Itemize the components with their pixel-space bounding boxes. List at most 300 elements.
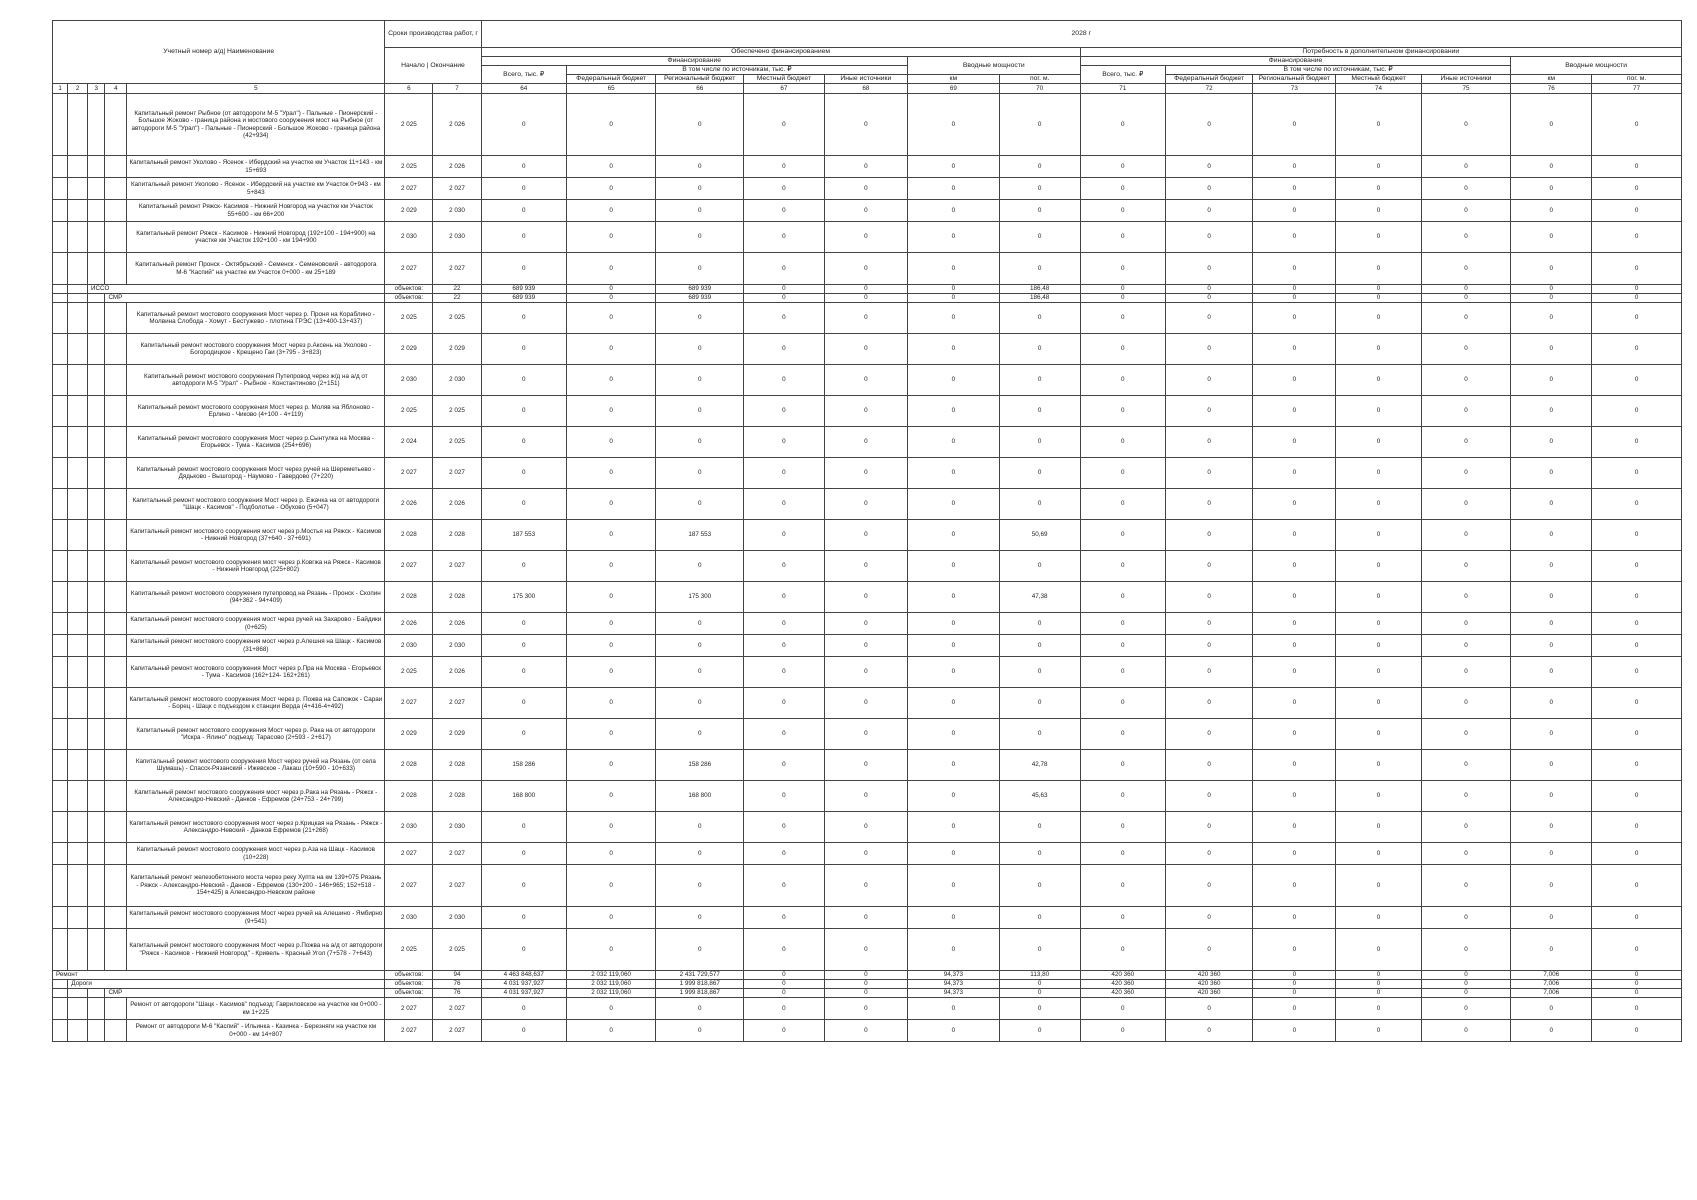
value-cell: 0 [656,929,743,971]
header-by-sources-additional: В том числе по источникам, тыс. ₽ [1165,66,1510,75]
value-cell: 0 [1421,613,1511,635]
tree-indent-cell [87,156,104,178]
value-cell: 0 [743,688,824,719]
object-name-cell: Капитальный ремонт Уколово - Ясенок - Ибердский на участке км Участок 0+943 - км 5+843 [127,178,385,200]
tree-indent-cell [87,613,104,635]
value-cell: 0 [743,551,824,582]
group-row [53,971,1682,980]
value-cell: 0 [1080,222,1165,253]
value-cell: 0 [907,178,999,200]
value-cell: 0 [999,178,1080,200]
object-name-cell: Капитальный ремонт мостового сооружения Мост через р. Рака на от автодороги "Искра - Ялино" подъезд: Тарасово (2+593 - 2+617) [127,719,385,750]
value-cell: 0 [566,929,656,971]
tree-indent-cell [53,156,68,178]
tree-indent-cell [105,94,127,156]
column-number: 76 [1511,84,1592,94]
value-cell: 0 [1336,156,1421,178]
group-row [53,285,1682,294]
value-cell: 0 [1253,303,1336,334]
value-cell: 0 [1165,750,1252,781]
value-cell: 0 [1592,427,1682,458]
tree-indent-cell [105,719,127,750]
start-year-cell: 2 025 [385,929,433,971]
value-cell: 0 [824,971,907,980]
value-cell: 0 [1592,285,1682,294]
start-year-cell: 2 028 [385,781,433,812]
value-cell: 420 360 [1080,971,1165,980]
value-cell: 0 [1253,334,1336,365]
tree-indent-cell [68,156,88,178]
value-cell: 0 [999,980,1080,989]
value-cell: 0 [1080,458,1165,489]
tree-indent-cell [53,285,68,294]
value-cell: 0 [907,303,999,334]
column-number: 2 [68,84,88,94]
objects-count-cell: 76 [433,980,481,989]
value-cell: 0 [824,998,907,1020]
value-cell: 0 [1336,489,1421,520]
end-year-cell: 2 026 [433,94,481,156]
value-cell: 0 [1511,907,1592,929]
tree-indent-cell [105,551,127,582]
tree-indent-cell [105,865,127,907]
tree-indent-cell [68,907,88,929]
value-cell: 0 [999,1020,1080,1042]
start-year-cell: 2 027 [385,865,433,907]
value-cell: 0 [1511,253,1592,285]
value-cell: 0 [1165,929,1252,971]
value-cell: 0 [481,812,566,843]
value-cell: 689 939 [656,285,743,294]
value-cell: 0 [1253,812,1336,843]
value-cell: 0 [481,657,566,688]
column-number: 71 [1080,84,1165,94]
table-row [53,635,1682,657]
value-cell: 0 [1421,843,1511,865]
value-cell: 2 032 119,060 [566,980,656,989]
start-year-cell: 2 027 [385,843,433,865]
value-cell: 0 [999,222,1080,253]
value-cell: 0 [1253,582,1336,613]
end-year-cell: 2 025 [433,929,481,971]
value-cell: 0 [656,719,743,750]
tree-indent-cell [68,334,88,365]
end-year-cell: 2 030 [433,365,481,396]
tree-indent-cell [87,200,104,222]
value-cell: 0 [1080,582,1165,613]
value-cell: 0 [1511,843,1592,865]
value-cell: 0 [1165,458,1252,489]
objects-label-cell: объектов: [385,294,433,303]
column-number: 4 [105,84,127,94]
value-cell: 0 [566,200,656,222]
value-cell: 0 [566,156,656,178]
value-cell: 0 [1336,582,1421,613]
tree-indent-cell [68,396,88,427]
end-year-cell: 2 027 [433,865,481,907]
value-cell: 0 [824,427,907,458]
value-cell: 0 [743,1020,824,1042]
value-cell: 0 [999,812,1080,843]
value-cell: 0 [1511,285,1592,294]
object-name-cell: Капитальный ремонт мостового сооружения мост через р.Ковгжа на Ряжск - Касимов - Нижний Новгород (225+802) [127,551,385,582]
value-cell: 0 [1336,520,1421,551]
tree-indent-cell [53,294,68,303]
value-cell: 0 [1421,489,1511,520]
value-cell: 0 [1511,582,1592,613]
objects-label-cell: объектов: [385,989,433,998]
value-cell: 0 [1421,285,1511,294]
value-cell: 0 [566,750,656,781]
group-row [53,294,1682,303]
value-cell: 0 [1421,222,1511,253]
value-cell: 0 [656,94,743,156]
value-cell: 0 [999,657,1080,688]
start-year-cell: 2 027 [385,458,433,489]
value-cell: 0 [1511,303,1592,334]
tree-indent-cell [87,334,104,365]
value-cell: 0 [824,489,907,520]
value-cell: 0 [1592,812,1682,843]
start-year-cell: 2 030 [385,812,433,843]
tree-indent-cell [87,551,104,582]
value-cell: 0 [1592,365,1682,396]
value-cell: 0 [566,812,656,843]
value-cell: 0 [743,907,824,929]
value-cell: 0 [1080,334,1165,365]
value-cell: 0 [1336,688,1421,719]
value-cell: 0 [1336,427,1421,458]
value-cell: 0 [999,458,1080,489]
value-cell: 0 [824,222,907,253]
value-cell: 0 [481,719,566,750]
value-cell: 0 [566,613,656,635]
value-cell: 0 [1080,285,1165,294]
value-cell: 0 [907,334,999,365]
tree-indent-cell [105,812,127,843]
value-cell: 0 [743,458,824,489]
value-cell: 0 [999,998,1080,1020]
value-cell: 0 [566,551,656,582]
tree-indent-cell [105,750,127,781]
value-cell: 0 [999,427,1080,458]
value-cell: 0 [656,156,743,178]
tree-indent-cell [68,253,88,285]
value-cell: 45,63 [999,781,1080,812]
value-cell: 0 [907,998,999,1020]
value-cell: 0 [907,222,999,253]
value-cell: 0 [907,907,999,929]
value-cell: 0 [999,334,1080,365]
tree-indent-cell [68,843,88,865]
value-cell: 0 [743,253,824,285]
object-name-cell: Капитальный ремонт мостового сооружения мост через р.Рака на Рязань - Ряжск - Александро-Невский - Данков - Ефремов (24+753 - 24+799) [127,781,385,812]
end-year-cell: 2 030 [433,812,481,843]
value-cell: 0 [656,635,743,657]
table-row [53,613,1682,635]
table-body [53,94,1682,1042]
value-cell: 0 [1421,657,1511,688]
value-cell: 0 [743,989,824,998]
value-cell: 47,38 [999,582,1080,613]
end-year-cell: 2 027 [433,1020,481,1042]
header-capacity-additional: Вводные мощности [1511,57,1682,75]
value-cell: 0 [566,458,656,489]
end-year-cell: 2 030 [433,200,481,222]
table-row [53,178,1682,200]
tree-indent-cell [105,334,127,365]
value-cell: 0 [743,334,824,365]
object-name-cell: Капитальный ремонт мостового сооружения Мост через ручей на Рязань (от села Шумашь) - Спасск-Рязанский - Ижевское - Лакаш (10+590 - 10+633) [127,750,385,781]
value-cell: 420 360 [1080,989,1165,998]
objects-count-cell: 94 [433,971,481,980]
financing-table [52,20,1682,1042]
value-cell: 0 [1080,520,1165,551]
header-km: км [1511,75,1592,84]
header-federal: Федеральный бюджет [566,75,656,84]
value-cell: 0 [1080,1020,1165,1042]
value-cell: 0 [1511,1020,1592,1042]
value-cell: 0 [1421,94,1511,156]
tree-indent-cell [87,688,104,719]
start-year-cell: 2 029 [385,334,433,365]
value-cell: 0 [1253,865,1336,907]
tree-indent-cell [68,178,88,200]
value-cell: 0 [1592,582,1682,613]
value-cell: 94,373 [907,989,999,998]
value-cell: 0 [1511,200,1592,222]
value-cell: 0 [1336,907,1421,929]
start-year-cell: 2 028 [385,750,433,781]
value-cell: 158 286 [481,750,566,781]
object-name-cell: Капитальный ремонт мостового сооружения Мост через р. Проня на Кораблино - Молвина Слобода - Хомут - Бестужево - плотина ГРЭС (13+400-13+437) [127,303,385,334]
value-cell: 2 032 119,060 [566,989,656,998]
value-cell: 0 [1421,812,1511,843]
value-cell: 0 [566,582,656,613]
tree-indent-cell [87,635,104,657]
value-cell: 0 [1253,489,1336,520]
value-cell: 0 [1080,156,1165,178]
value-cell: 0 [1336,719,1421,750]
tree-indent-cell [87,253,104,285]
value-cell: 0 [1165,907,1252,929]
header-km: км [907,75,999,84]
value-cell: 0 [481,907,566,929]
tree-indent-cell [68,688,88,719]
tree-indent-cell [87,657,104,688]
header-pog: пог. м. [999,75,1080,84]
value-cell: 0 [824,156,907,178]
value-cell: 0 [743,750,824,781]
value-cell: 0 [1165,657,1252,688]
value-cell: 0 [1165,222,1252,253]
tree-indent-cell [87,907,104,929]
tree-indent-cell [87,865,104,907]
value-cell: 0 [1592,200,1682,222]
value-cell: 0 [1165,294,1252,303]
column-number: 75 [1421,84,1511,94]
value-cell: 0 [743,178,824,200]
object-name-cell: Капитальный ремонт Ряжск- Касимов - Нижний Новгород на участке км Участок 55+600 - км 66+200 [127,200,385,222]
header-by-sources-secured: В том числе по источникам, тыс. ₽ [566,66,907,75]
tree-indent-cell [105,253,127,285]
value-cell: 0 [824,613,907,635]
value-cell: 0 [824,334,907,365]
start-year-cell: 2 027 [385,178,433,200]
value-cell: 0 [1165,334,1252,365]
tree-indent-cell [68,427,88,458]
tree-indent-cell [68,200,88,222]
value-cell: 0 [1080,94,1165,156]
value-cell: 175 300 [656,582,743,613]
tree-indent-cell [68,812,88,843]
tree-indent-cell [87,929,104,971]
value-cell: 0 [743,781,824,812]
value-cell: 420 360 [1165,971,1252,980]
value-cell: 0 [566,396,656,427]
table-row [53,156,1682,178]
value-cell: 0 [824,253,907,285]
table-row [53,551,1682,582]
value-cell: 0 [1253,156,1336,178]
value-cell: 0 [743,222,824,253]
value-cell: 0 [824,551,907,582]
tree-indent-cell [53,520,68,551]
value-cell: 0 [824,980,907,989]
tree-indent-cell [105,582,127,613]
value-cell: 0 [743,156,824,178]
value-cell: 0 [1253,427,1336,458]
value-cell: 0 [907,843,999,865]
value-cell: 0 [1592,551,1682,582]
header-financing-secured: Финансирование [481,57,907,66]
tree-indent-cell [87,489,104,520]
tree-indent-cell [68,285,88,294]
header-local: Местный бюджет [743,75,824,84]
value-cell: 0 [1511,613,1592,635]
value-cell: 0 [1336,929,1421,971]
value-cell: 0 [743,929,824,971]
tree-indent-cell [68,1020,88,1042]
value-cell: 0 [1592,719,1682,750]
value-cell: 0 [1592,396,1682,427]
tree-indent-cell [68,489,88,520]
value-cell: 0 [743,635,824,657]
value-cell: 0 [1511,156,1592,178]
value-cell: 0 [1421,781,1511,812]
value-cell: 0 [743,971,824,980]
start-year-cell: 2 025 [385,94,433,156]
value-cell: 0 [824,750,907,781]
value-cell: 0 [1421,929,1511,971]
column-number: 5 [127,84,385,94]
tree-indent-cell [87,365,104,396]
value-cell: 0 [1511,520,1592,551]
value-cell: 0 [481,222,566,253]
value-cell: 0 [824,812,907,843]
tree-indent-cell [53,551,68,582]
tree-indent-cell [105,200,127,222]
value-cell: 0 [656,865,743,907]
value-cell: 0 [1080,365,1165,396]
tree-indent-cell [53,613,68,635]
value-cell: 0 [656,489,743,520]
value-cell: 0 [656,907,743,929]
table-row [53,812,1682,843]
value-cell: 0 [566,427,656,458]
end-year-cell: 2 025 [433,396,481,427]
value-cell: 0 [1080,998,1165,1020]
value-cell: 0 [1421,750,1511,781]
column-number: 68 [824,84,907,94]
tree-indent-cell [53,657,68,688]
value-cell: 0 [1336,989,1421,998]
value-cell: 0 [1421,396,1511,427]
value-cell: 0 [1080,613,1165,635]
tree-indent-cell [53,200,68,222]
value-cell: 0 [907,657,999,688]
value-cell: 0 [1165,1020,1252,1042]
value-cell: 0 [1165,253,1252,285]
object-name-cell: Капитальный ремонт мостового сооружения Мост через ручей на Алешино - Ямбирно (9+541) [127,907,385,929]
header-secured: Обеспечено финансированием [481,48,1080,57]
start-year-cell: 2 028 [385,582,433,613]
tree-indent-cell [87,719,104,750]
value-cell: 0 [1080,750,1165,781]
value-cell: 0 [481,156,566,178]
value-cell: 0 [481,635,566,657]
value-cell: 0 [1592,989,1682,998]
value-cell: 0 [1336,200,1421,222]
value-cell: 0 [1253,843,1336,865]
value-cell: 0 [743,396,824,427]
value-cell: 0 [1336,750,1421,781]
value-cell: 0 [1421,334,1511,365]
object-name-cell: Капитальный ремонт мостового сооружения мост через ручей на Захарово - Байдики (0+625) [127,613,385,635]
tree-indent-cell [53,843,68,865]
tree-indent-cell [53,998,68,1020]
value-cell: 0 [907,582,999,613]
tree-indent-cell [87,222,104,253]
value-cell: 0 [1421,980,1511,989]
value-cell: 0 [566,489,656,520]
value-cell: 0 [907,812,999,843]
value-cell: 0 [1080,396,1165,427]
tree-indent-cell [68,294,88,303]
group-label-cell: Ремонт [53,971,385,980]
table-row [53,458,1682,489]
value-cell: 0 [1511,688,1592,719]
value-cell: 0 [743,812,824,843]
tree-indent-cell [53,865,68,907]
value-cell: 0 [999,94,1080,156]
value-cell: 0 [907,929,999,971]
tree-indent-cell [53,303,68,334]
value-cell: 0 [1421,719,1511,750]
spreadsheet-sheet [52,20,1682,1185]
tree-indent-cell [53,812,68,843]
value-cell: 0 [1336,294,1421,303]
value-cell: 0 [1336,971,1421,980]
start-year-cell: 2 026 [385,489,433,520]
header-total-secured: Всего, тыс. ₽ [481,66,566,84]
value-cell: 0 [656,812,743,843]
value-cell: 0 [1165,582,1252,613]
group-label-cell: Дороги [68,980,385,989]
start-year-cell: 2 027 [385,1020,433,1042]
end-year-cell: 2 029 [433,334,481,365]
value-cell: 0 [1253,94,1336,156]
